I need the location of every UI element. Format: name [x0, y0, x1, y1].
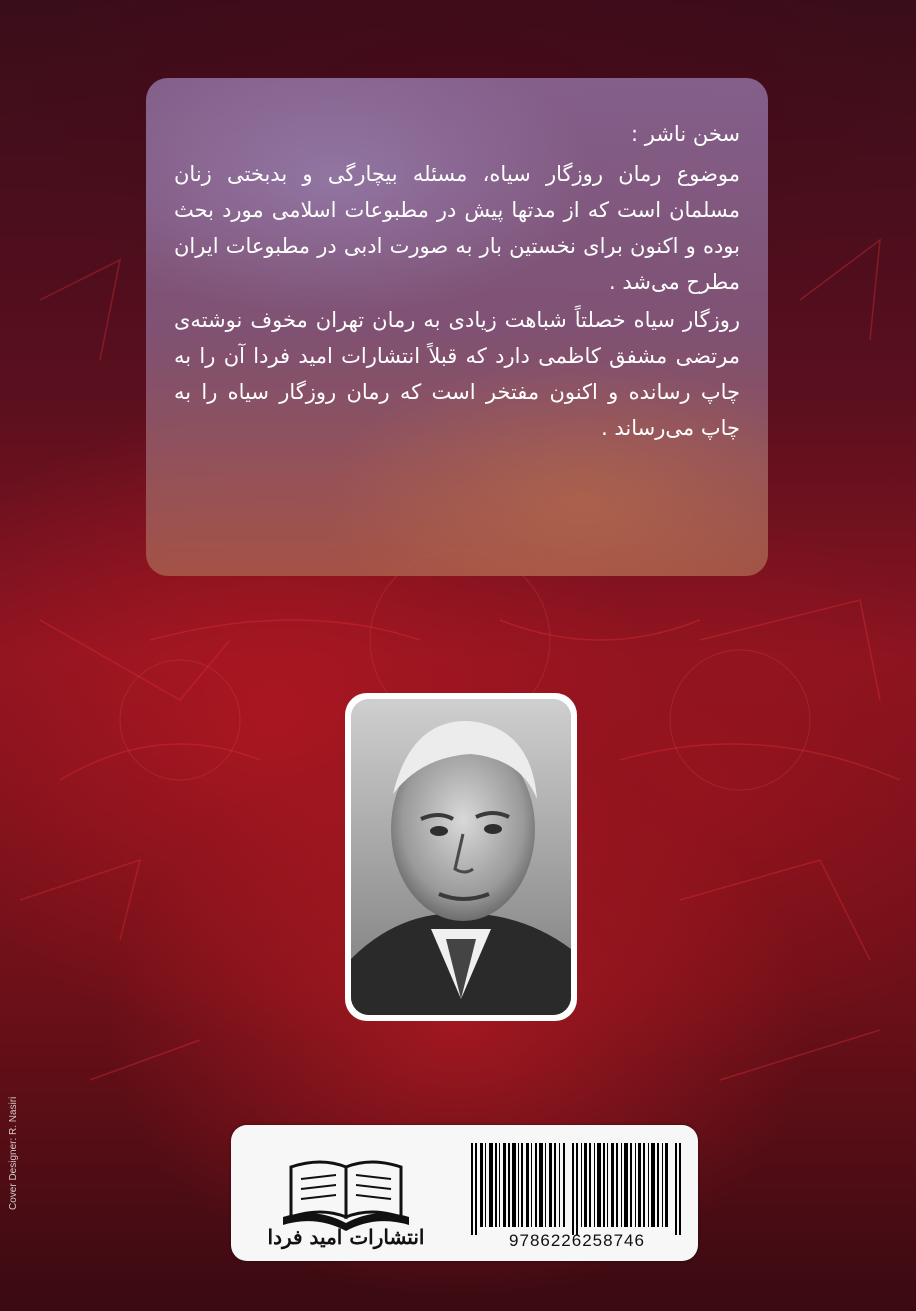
barcode-icon [471, 1143, 683, 1235]
cover-designer-credit: Cover Designer: R. Nasiri [8, 1096, 19, 1210]
publisher-note-paragraph-2: روزگار سیاه خصلتاً شباهت زیادی به رمان تهران مخوف نوشته‌ی مرتضی مشفق کاظمی دارد که قبلاً انتشارات امید فردا آن را به چاپ رسانده و اکنون مفتخر است که رمان روزگار سیاه را به چاپ می‌رساند . [174, 308, 740, 440]
author-photo-frame [345, 693, 577, 1021]
author-photo [351, 699, 571, 1015]
publisher-note-heading: سخن ناشر : [631, 122, 740, 146]
author-portrait-graphic [351, 699, 571, 1015]
publisher-note-panel [146, 78, 768, 576]
publisher-name: انتشارات امید فردا [267, 1225, 425, 1249]
barcode-label [231, 1125, 698, 1261]
isbn-digits: 9786226258746 [509, 1231, 645, 1250]
publisher-note-paragraph-1: موضوع رمان روزگار سیاه، مسئله بیچارگی و بدبختی زنان مسلمان است که از مدتها پیش در مطبوعات اسلامی مورد بحث بوده و اکنون برای نخستین بار به صورت ادبی در مطبوعات ایران مطرح می‌شد . [174, 162, 740, 294]
